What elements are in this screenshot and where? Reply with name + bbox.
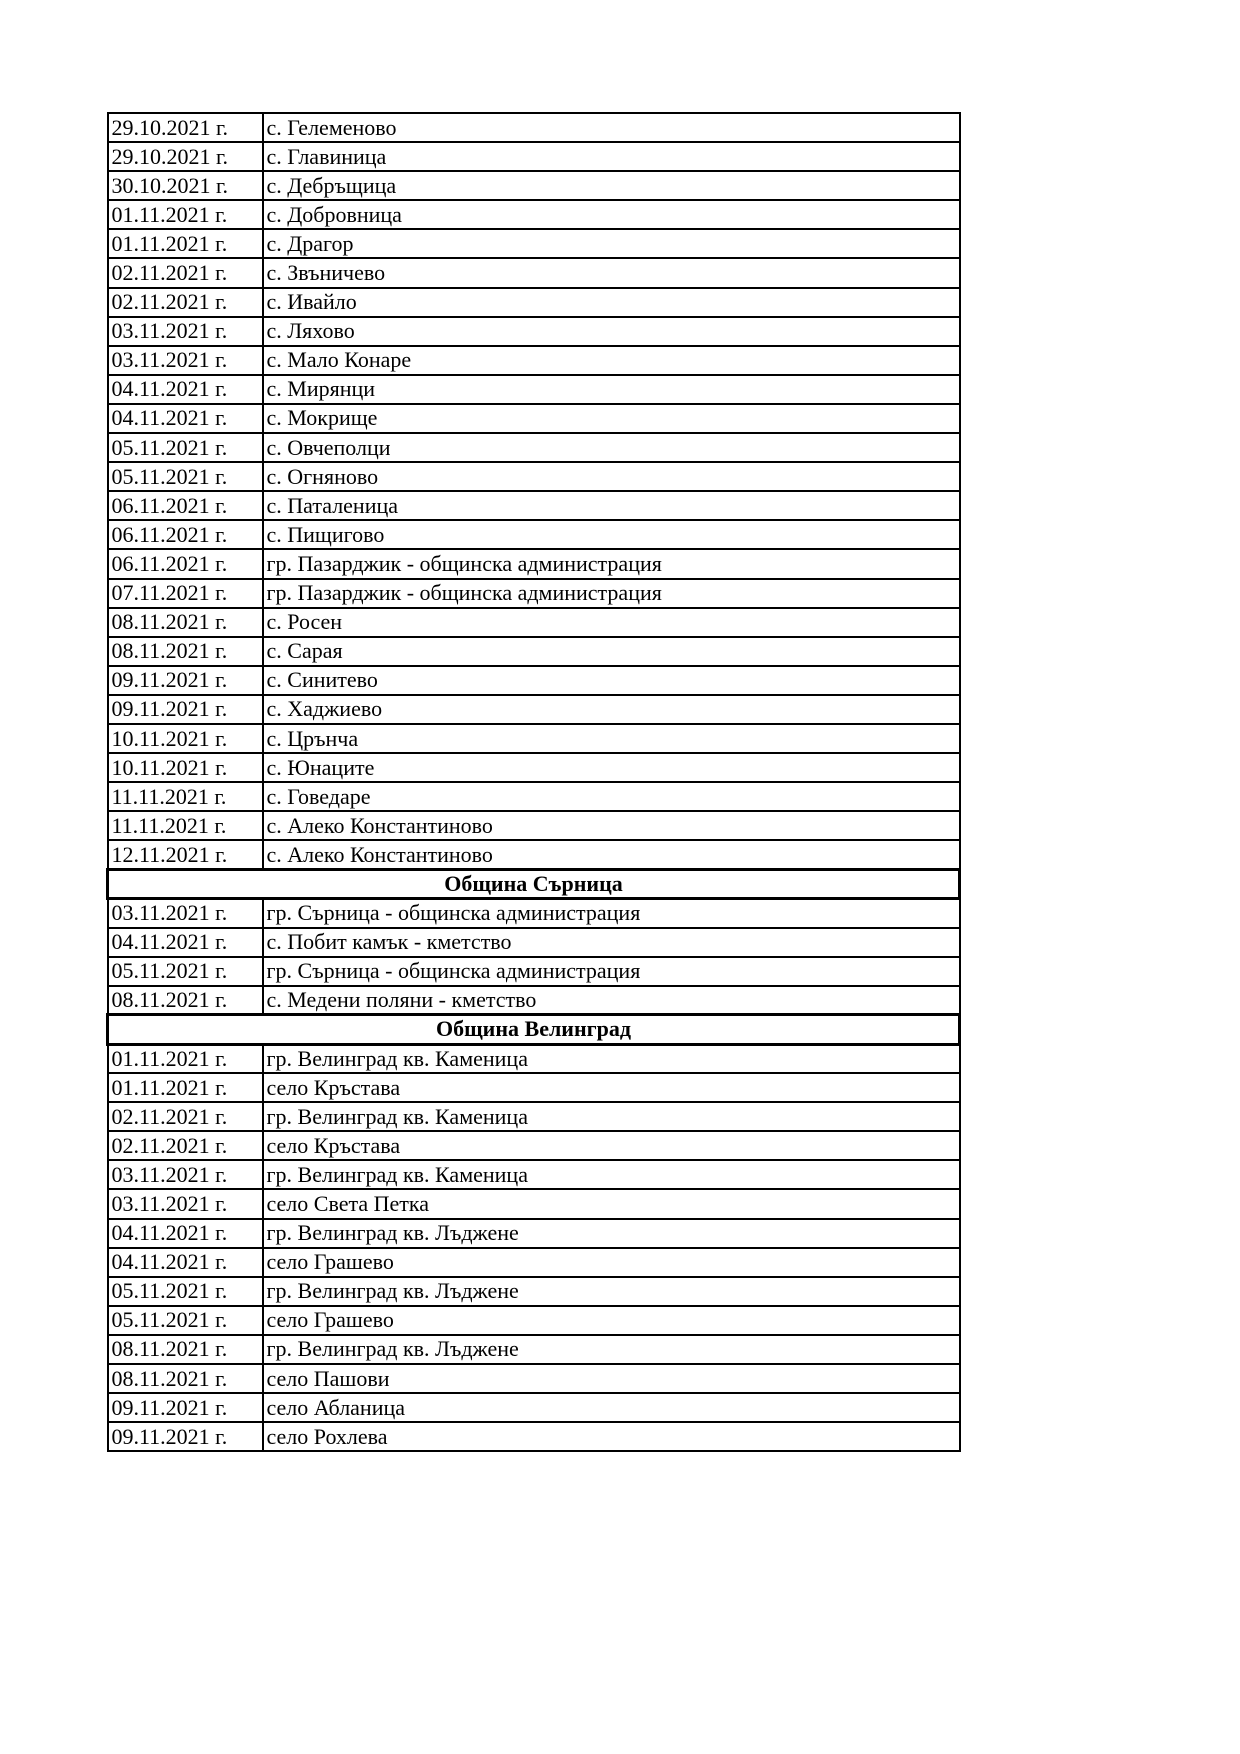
table-row bbox=[108, 1044, 960, 1073]
table-row bbox=[108, 840, 960, 869]
table-row bbox=[108, 608, 960, 637]
table-row bbox=[108, 142, 960, 171]
table-row bbox=[108, 957, 960, 986]
table-row bbox=[108, 491, 960, 520]
location-cell: с. Паталеница bbox=[263, 491, 960, 520]
date-cell: 03.11.2021 г. bbox=[108, 1160, 263, 1189]
location-cell: гр. Велинград кв. Лъджене bbox=[263, 1219, 960, 1248]
table-row bbox=[108, 666, 960, 695]
table-row bbox=[108, 229, 960, 258]
date-cell: 04.11.2021 г. bbox=[108, 404, 263, 433]
table-row bbox=[108, 1335, 960, 1364]
section-title: Община Велинград bbox=[108, 1015, 960, 1044]
location-cell: с. Побит камък - кметство bbox=[263, 928, 960, 957]
table-row bbox=[108, 695, 960, 724]
date-cell: 10.11.2021 г. bbox=[108, 724, 263, 753]
table-row bbox=[108, 520, 960, 549]
schedule-table bbox=[106, 112, 961, 1452]
location-cell: гр. Велинград кв. Лъджене bbox=[263, 1277, 960, 1306]
section-header-row bbox=[108, 1015, 960, 1044]
date-cell: 06.11.2021 г. bbox=[108, 549, 263, 578]
location-cell: с. Мирянци bbox=[263, 375, 960, 404]
date-cell: 08.11.2021 г. bbox=[108, 608, 263, 637]
table-row bbox=[108, 258, 960, 287]
date-cell: 04.11.2021 г. bbox=[108, 1248, 263, 1277]
table-row bbox=[108, 433, 960, 462]
table-row bbox=[108, 462, 960, 491]
date-cell: 09.11.2021 г. bbox=[108, 1393, 263, 1422]
date-cell: 29.10.2021 г. bbox=[108, 113, 263, 142]
table-row bbox=[108, 637, 960, 666]
date-cell: 01.11.2021 г. bbox=[108, 229, 263, 258]
table-row bbox=[108, 171, 960, 200]
date-cell: 12.11.2021 г. bbox=[108, 840, 263, 869]
section-header-row bbox=[108, 869, 960, 898]
date-cell: 03.11.2021 г. bbox=[108, 346, 263, 375]
location-cell: гр. Сърница - общинска администрация bbox=[263, 899, 960, 928]
table-row bbox=[108, 200, 960, 229]
location-cell: село Грашево bbox=[263, 1306, 960, 1335]
location-cell: с. Пищигово bbox=[263, 520, 960, 549]
date-cell: 01.11.2021 г. bbox=[108, 200, 263, 229]
date-cell: 09.11.2021 г. bbox=[108, 666, 263, 695]
table-row bbox=[108, 375, 960, 404]
location-cell: с. Црънча bbox=[263, 724, 960, 753]
date-cell: 02.11.2021 г. bbox=[108, 288, 263, 317]
location-cell: с. Ляхово bbox=[263, 317, 960, 346]
table-row bbox=[108, 1189, 960, 1218]
location-cell: с. Алеко Константиново bbox=[263, 840, 960, 869]
date-cell: 03.11.2021 г. bbox=[108, 1189, 263, 1218]
table-row bbox=[108, 753, 960, 782]
date-cell: 05.11.2021 г. bbox=[108, 957, 263, 986]
table-row bbox=[108, 1160, 960, 1189]
location-cell: с. Звъничево bbox=[263, 258, 960, 287]
table-row bbox=[108, 1393, 960, 1422]
date-cell: 05.11.2021 г. bbox=[108, 462, 263, 491]
location-cell: с. Дебръщица bbox=[263, 171, 960, 200]
table-row bbox=[108, 1277, 960, 1306]
location-cell: с. Мало Конаре bbox=[263, 346, 960, 375]
date-cell: 11.11.2021 г. bbox=[108, 782, 263, 811]
date-cell: 10.11.2021 г. bbox=[108, 753, 263, 782]
table-row bbox=[108, 782, 960, 811]
table-row bbox=[108, 1364, 960, 1393]
table-row bbox=[108, 404, 960, 433]
table-row bbox=[108, 1102, 960, 1131]
date-cell: 11.11.2021 г. bbox=[108, 811, 263, 840]
date-cell: 05.11.2021 г. bbox=[108, 1306, 263, 1335]
table-row bbox=[108, 1248, 960, 1277]
date-cell: 09.11.2021 г. bbox=[108, 695, 263, 724]
location-cell: гр. Пазарджик - общинска администрация bbox=[263, 549, 960, 578]
table-row bbox=[108, 549, 960, 578]
date-cell: 02.11.2021 г. bbox=[108, 1131, 263, 1160]
table-row bbox=[108, 317, 960, 346]
date-cell: 01.11.2021 г. bbox=[108, 1044, 263, 1073]
date-cell: 08.11.2021 г. bbox=[108, 1364, 263, 1393]
location-cell: с. Сарая bbox=[263, 637, 960, 666]
location-cell: с. Главиница bbox=[263, 142, 960, 171]
date-cell: 06.11.2021 г. bbox=[108, 491, 263, 520]
location-cell: село Света Петка bbox=[263, 1189, 960, 1218]
table-row bbox=[108, 1131, 960, 1160]
table-row bbox=[108, 986, 960, 1015]
date-cell: 04.11.2021 г. bbox=[108, 375, 263, 404]
date-cell: 05.11.2021 г. bbox=[108, 433, 263, 462]
location-cell: с. Росен bbox=[263, 608, 960, 637]
location-cell: с. Юнаците bbox=[263, 753, 960, 782]
location-cell: село Рохлева bbox=[263, 1422, 960, 1451]
location-cell: село Кръстава bbox=[263, 1073, 960, 1102]
location-cell: село Кръстава bbox=[263, 1131, 960, 1160]
table-row bbox=[108, 724, 960, 753]
location-cell: с. Мокрище bbox=[263, 404, 960, 433]
location-cell: с. Огняново bbox=[263, 462, 960, 491]
location-cell: гр. Велинград кв. Лъджене bbox=[263, 1335, 960, 1364]
date-cell: 08.11.2021 г. bbox=[108, 986, 263, 1015]
date-cell: 09.11.2021 г. bbox=[108, 1422, 263, 1451]
date-cell: 03.11.2021 г. bbox=[108, 317, 263, 346]
date-cell: 30.10.2021 г. bbox=[108, 171, 263, 200]
location-cell: с. Синитево bbox=[263, 666, 960, 695]
location-cell: гр. Велинград кв. Каменица bbox=[263, 1102, 960, 1131]
date-cell: 08.11.2021 г. bbox=[108, 1335, 263, 1364]
table-row bbox=[108, 346, 960, 375]
table-row bbox=[108, 1306, 960, 1335]
location-cell: с. Ивайло bbox=[263, 288, 960, 317]
date-cell: 01.11.2021 г. bbox=[108, 1073, 263, 1102]
location-cell: гр. Сърница - общинска администрация bbox=[263, 957, 960, 986]
location-cell: с. Хаджиево bbox=[263, 695, 960, 724]
location-cell: село Абланица bbox=[263, 1393, 960, 1422]
date-cell: 04.11.2021 г. bbox=[108, 928, 263, 957]
date-cell: 05.11.2021 г. bbox=[108, 1277, 263, 1306]
date-cell: 08.11.2021 г. bbox=[108, 637, 263, 666]
date-cell: 04.11.2021 г. bbox=[108, 1219, 263, 1248]
date-cell: 07.11.2021 г. bbox=[108, 579, 263, 608]
schedule-table-body bbox=[108, 113, 960, 1451]
location-cell: село Пашови bbox=[263, 1364, 960, 1393]
section-title: Община Сърница bbox=[108, 869, 960, 898]
location-cell: с. Говедаре bbox=[263, 782, 960, 811]
location-cell: село Грашево bbox=[263, 1248, 960, 1277]
location-cell: с. Медени поляни - кметство bbox=[263, 986, 960, 1015]
table-row bbox=[108, 811, 960, 840]
table-row bbox=[108, 1073, 960, 1102]
location-cell: с. Драгор bbox=[263, 229, 960, 258]
date-cell: 02.11.2021 г. bbox=[108, 1102, 263, 1131]
table-row bbox=[108, 1219, 960, 1248]
date-cell: 29.10.2021 г. bbox=[108, 142, 263, 171]
table-row bbox=[108, 113, 960, 142]
location-cell: гр. Велинград кв. Каменица bbox=[263, 1044, 960, 1073]
table-row bbox=[108, 928, 960, 957]
location-cell: с. Овчеполци bbox=[263, 433, 960, 462]
location-cell: гр. Пазарджик - общинска администрация bbox=[263, 579, 960, 608]
date-cell: 02.11.2021 г. bbox=[108, 258, 263, 287]
table-row bbox=[108, 899, 960, 928]
table-row bbox=[108, 579, 960, 608]
location-cell: с. Алеко Константиново bbox=[263, 811, 960, 840]
date-cell: 06.11.2021 г. bbox=[108, 520, 263, 549]
location-cell: с. Добровница bbox=[263, 200, 960, 229]
date-cell: 03.11.2021 г. bbox=[108, 899, 263, 928]
table-row bbox=[108, 1422, 960, 1451]
location-cell: гр. Велинград кв. Каменица bbox=[263, 1160, 960, 1189]
table-row bbox=[108, 288, 960, 317]
location-cell: с. Гелеменово bbox=[263, 113, 960, 142]
